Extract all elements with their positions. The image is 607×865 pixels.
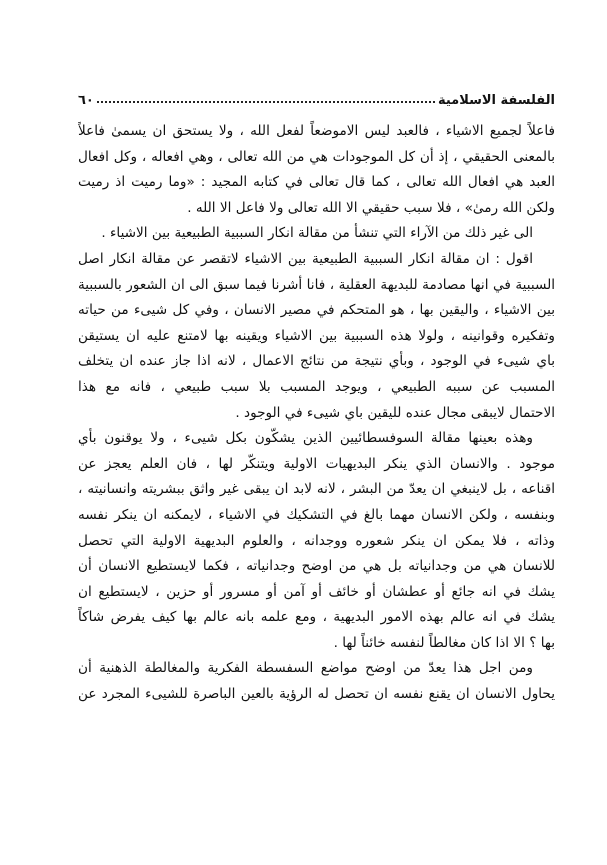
text-line: العبد هي افعال الله تعالى ، كما قال تعالى في كتابه المجيد : «وما رميت اذ رميت [78,174,555,191]
text-line: الى غير ذلك من الآراء التي تنشأ من مقالة انكار السببية الطبيعية بين الاشياء . [101,225,533,242]
header-dot-leader [97,101,435,103]
text-line: اقول : ان مقالة انكار السببية الطبيعية بين الاشياء لاتقصر عن مقالة انكار اصل [78,250,533,267]
text-line: فاعلاً لجميع الاشياء ، فالعبد ليس الاموضعاً لفعل الله ، ولا يستحق ان يسمىٰ فاعلاً [78,123,555,139]
text-line: بالمعنى الحقيقي ، إذ أن كل الموجودات هي من الله تعالى ، وهي افعاله ، وكل افعال [78,148,555,165]
text-line: يحاول الانسان ان يقنع نفسه ان تحصل له الرؤية بالعين الباصرة للشيىء المجرد عن [78,686,555,703]
page-body-text [78,119,555,708]
running-header [78,86,555,108]
text-line: ولكن الله رمىٰ» ، فلا سبب حقيقي الا الله تعالى ولا فاعل الا الله . [187,199,555,216]
text-line: بين الاشياء ، واليقين بها ، هو المتحكم في مصير الانسان ، وفي كل شيىء من حياته [78,302,555,319]
text-line: يشك في انه عالم بهذه الامور البديهية ، ومع علمه بانه عالم بها كيف يفرض شاكاً [78,609,555,626]
text-line: وتفكيره وقوانينه ، ولولا هذه السببية بين الاشياء ويقينه بها لامتنع عليه ان يستيقن [78,327,555,344]
text-line: بها ؟ الا اذا كان مغالطاً لنفسه خائناً لها . [333,634,555,651]
page-number: ٦٠ [78,93,94,108]
text-line: اقناعه ، بل لاينبغي ان يعدّ من البشر ، لانه لابد ان يبقى غير واثق ببشريته وانسانيته ، [78,481,555,498]
text-line: المسبب عن سببه الطبيعي ، ويوجد المسبب بلا سبب طبيعي ، فانه مع هذا [78,378,555,395]
text-line: الاحتمال لايبقى مجال عنده لليقين باي شيىء في الوجود . [235,404,555,421]
text-line: وذاته ، فلا يمكن ان ينكر شعوره ووجدانه ، والعلوم البديهية الاولية التي تحصل [78,532,555,549]
text-line: وهذه بعينها مقالة السوفسطائيين الذين يشكّون بكل شيىء ، ولا يوقنون بأي [78,430,533,447]
text-line: باي شيىء في الوجود ، وبأي نتيجة من نتائج الاعمال ، لانه اذا جاز عنده ان يتخلف [78,353,555,370]
text-line: السببية في انها مصادمة للبديهة العقلية ، فانا أشرنا فيما سبق الى ان الشعور بالسببية [78,276,555,293]
text-line: يشك في انه جائع أو عطشان أو خائف أو آمن أو مسرور أو حزين ، لايستطيع ان [78,583,555,600]
book-title: الفلسفة الاسلامية [437,93,555,108]
text-line: للانسان هي من وجدانياته بل هي من اوضح وجدانياته ، فكما لايستطيع الانسان أن [78,558,555,575]
text-line: وبنفسه ، ولكن الانسان مهما بالغ في التشكيك في الاشياء ، لايمكنه ان ينكر نفسه [78,506,555,523]
text-line: ومن اجل هذا يعدّ من اوضح مواضع السفسطة الفكرية والمغالطة الذهنية أن [78,660,533,677]
text-line: موجود . والانسان الذي ينكر البديهيات الاولية ويتنكّر لها ، فان العلم يعجز عن [78,455,555,472]
